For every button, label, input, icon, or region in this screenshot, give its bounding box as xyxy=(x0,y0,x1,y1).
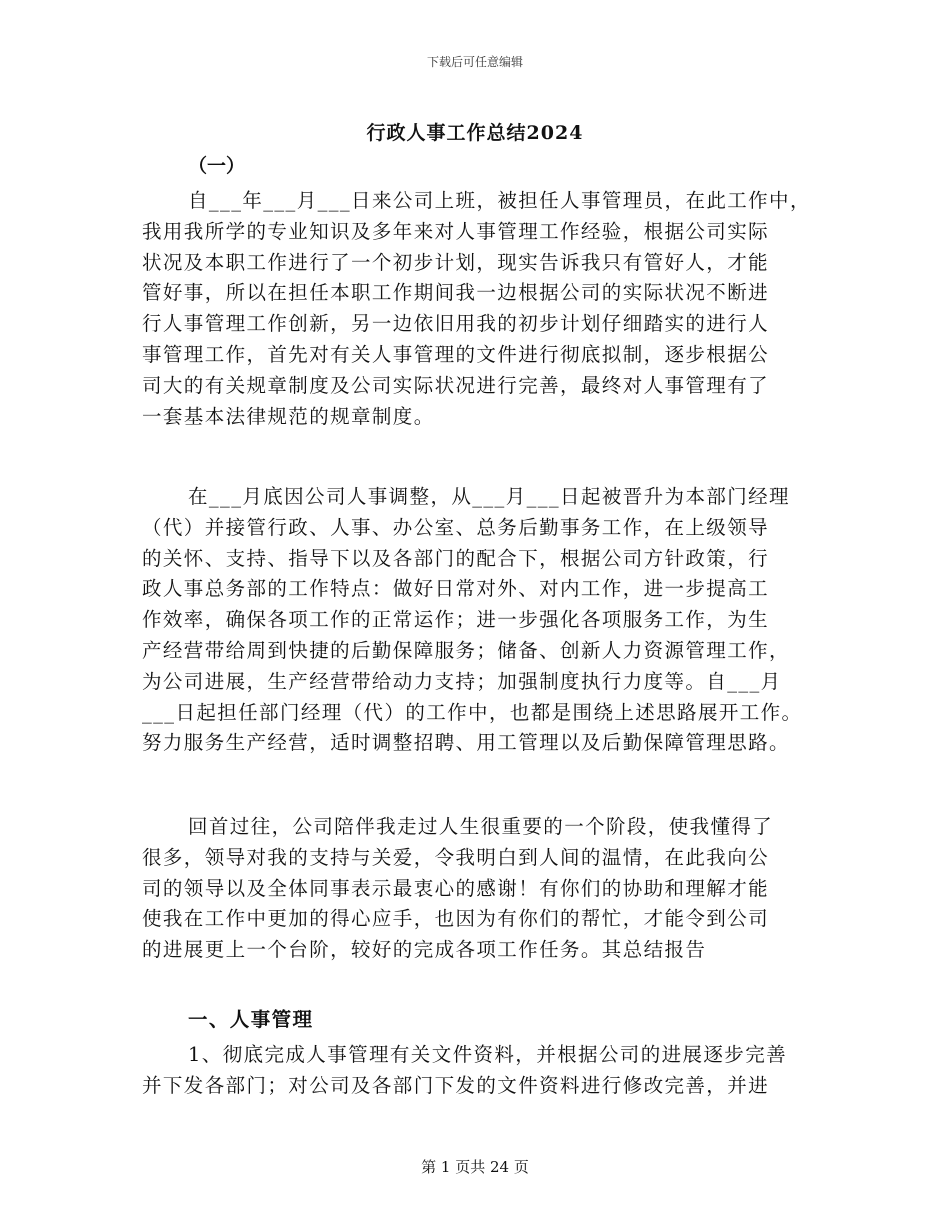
paragraph-line: 作效率，确保各项工作的正常运作；进一步强化各项服务工作，为生 xyxy=(142,608,770,632)
paragraph-line: 并下发各部门；对公司及各部门下发的文件资料进行修改完善，并进 xyxy=(142,1073,770,1097)
section-heading-personnel: 一、人事管理 xyxy=(188,1008,314,1031)
document-title: 行政人事工作总结2024 xyxy=(366,122,584,144)
paragraph-line: 司大的有关规章制度及公司实际状况进行完善，最终对人事管理有了 xyxy=(142,373,770,397)
paragraph-line: 一套基本法律规范的规章制度。 xyxy=(142,404,435,428)
paragraph-line: 的进展更上一个台阶，较好的完成各项工作任务。其总结报告 xyxy=(142,938,707,962)
paragraph-3 xyxy=(142,812,773,966)
paragraph-line: 我用我所学的专业知识及多年来对人事管理工作经验，根据公司实际 xyxy=(142,219,770,243)
paragraph-line: 回首过往，公司陪伴我走过人生很重要的一个阶段，使我懂得了 xyxy=(188,815,774,838)
paragraph-line: 的关怀、支持、指导下以及各部门的配合下，根据公司方针政策，行 xyxy=(142,546,770,570)
paragraph-4 xyxy=(142,1040,787,1102)
paragraph-line: 管好事，所以在担任本职工作期间我一边根据公司的实际状况不断进 xyxy=(142,281,770,305)
paragraph-line: 很多，领导对我的支持与关爱，令我明白到人间的温情，在此我向公 xyxy=(142,845,770,869)
paragraph-line: （代）并接管行政、人事、办公室、总务后勤事务工作，在上级领导 xyxy=(142,515,770,539)
paragraph-line: 状况及本职工作进行了一个初步计划，现实告诉我只有管好人，才能 xyxy=(142,250,770,274)
paragraph-line: 行人事管理工作创新，另一边依旧用我的初步计划仔细踏实的进行人 xyxy=(142,312,770,336)
paragraph-line: 司的领导以及全体同事表示最衷心的感谢！有你们的协助和理解才能 xyxy=(142,876,770,900)
header-note: 下载后可任意编辑 xyxy=(426,55,523,69)
paragraph-line: 努力服务生产经营，适时调整招聘、用工管理以及后勤保障管理思路。 xyxy=(142,731,790,755)
paragraph-line: 自___年___月___日来公司上班，被担任人事管理员，在此工作中， xyxy=(188,189,811,212)
paragraph-line: 事管理工作，首先对有关人事管理的文件进行彻底拟制，逐步根据公 xyxy=(142,342,770,366)
paragraph-line: 产经营带给周到快捷的后勤保障服务；储备、创新人力资源管理工作， xyxy=(142,638,790,662)
paragraph-line: 使我在工作中更加的得心应手，也因为有你们的帮忙，才能令到公司 xyxy=(142,907,770,931)
paragraph-line: 为公司进展，生产经营带给动力支持；加强制度执行力度等。自___月 xyxy=(142,669,782,693)
paragraph-2 xyxy=(142,482,802,759)
paragraph-line: 1、彻底完成人事管理有关文件资料，并根据公司的进展逐步完善 xyxy=(188,1043,788,1066)
subsection-label: （一） xyxy=(188,155,246,177)
paragraph-line: ___日起担任部门经理（代）的工作中，也都是围绕上述思路展开工作。 xyxy=(142,700,803,724)
paragraph-line: 政人事总务部的工作特点：做好日常对外、对内工作，进一步提高工 xyxy=(142,577,770,601)
paragraph-1 xyxy=(142,186,811,432)
paragraph-line: 在___月底因公司人事调整，从___月___日起被晋升为本部门经理 xyxy=(188,485,790,508)
page-number-footer: 第 1 页共 24 页 xyxy=(421,1158,529,1176)
